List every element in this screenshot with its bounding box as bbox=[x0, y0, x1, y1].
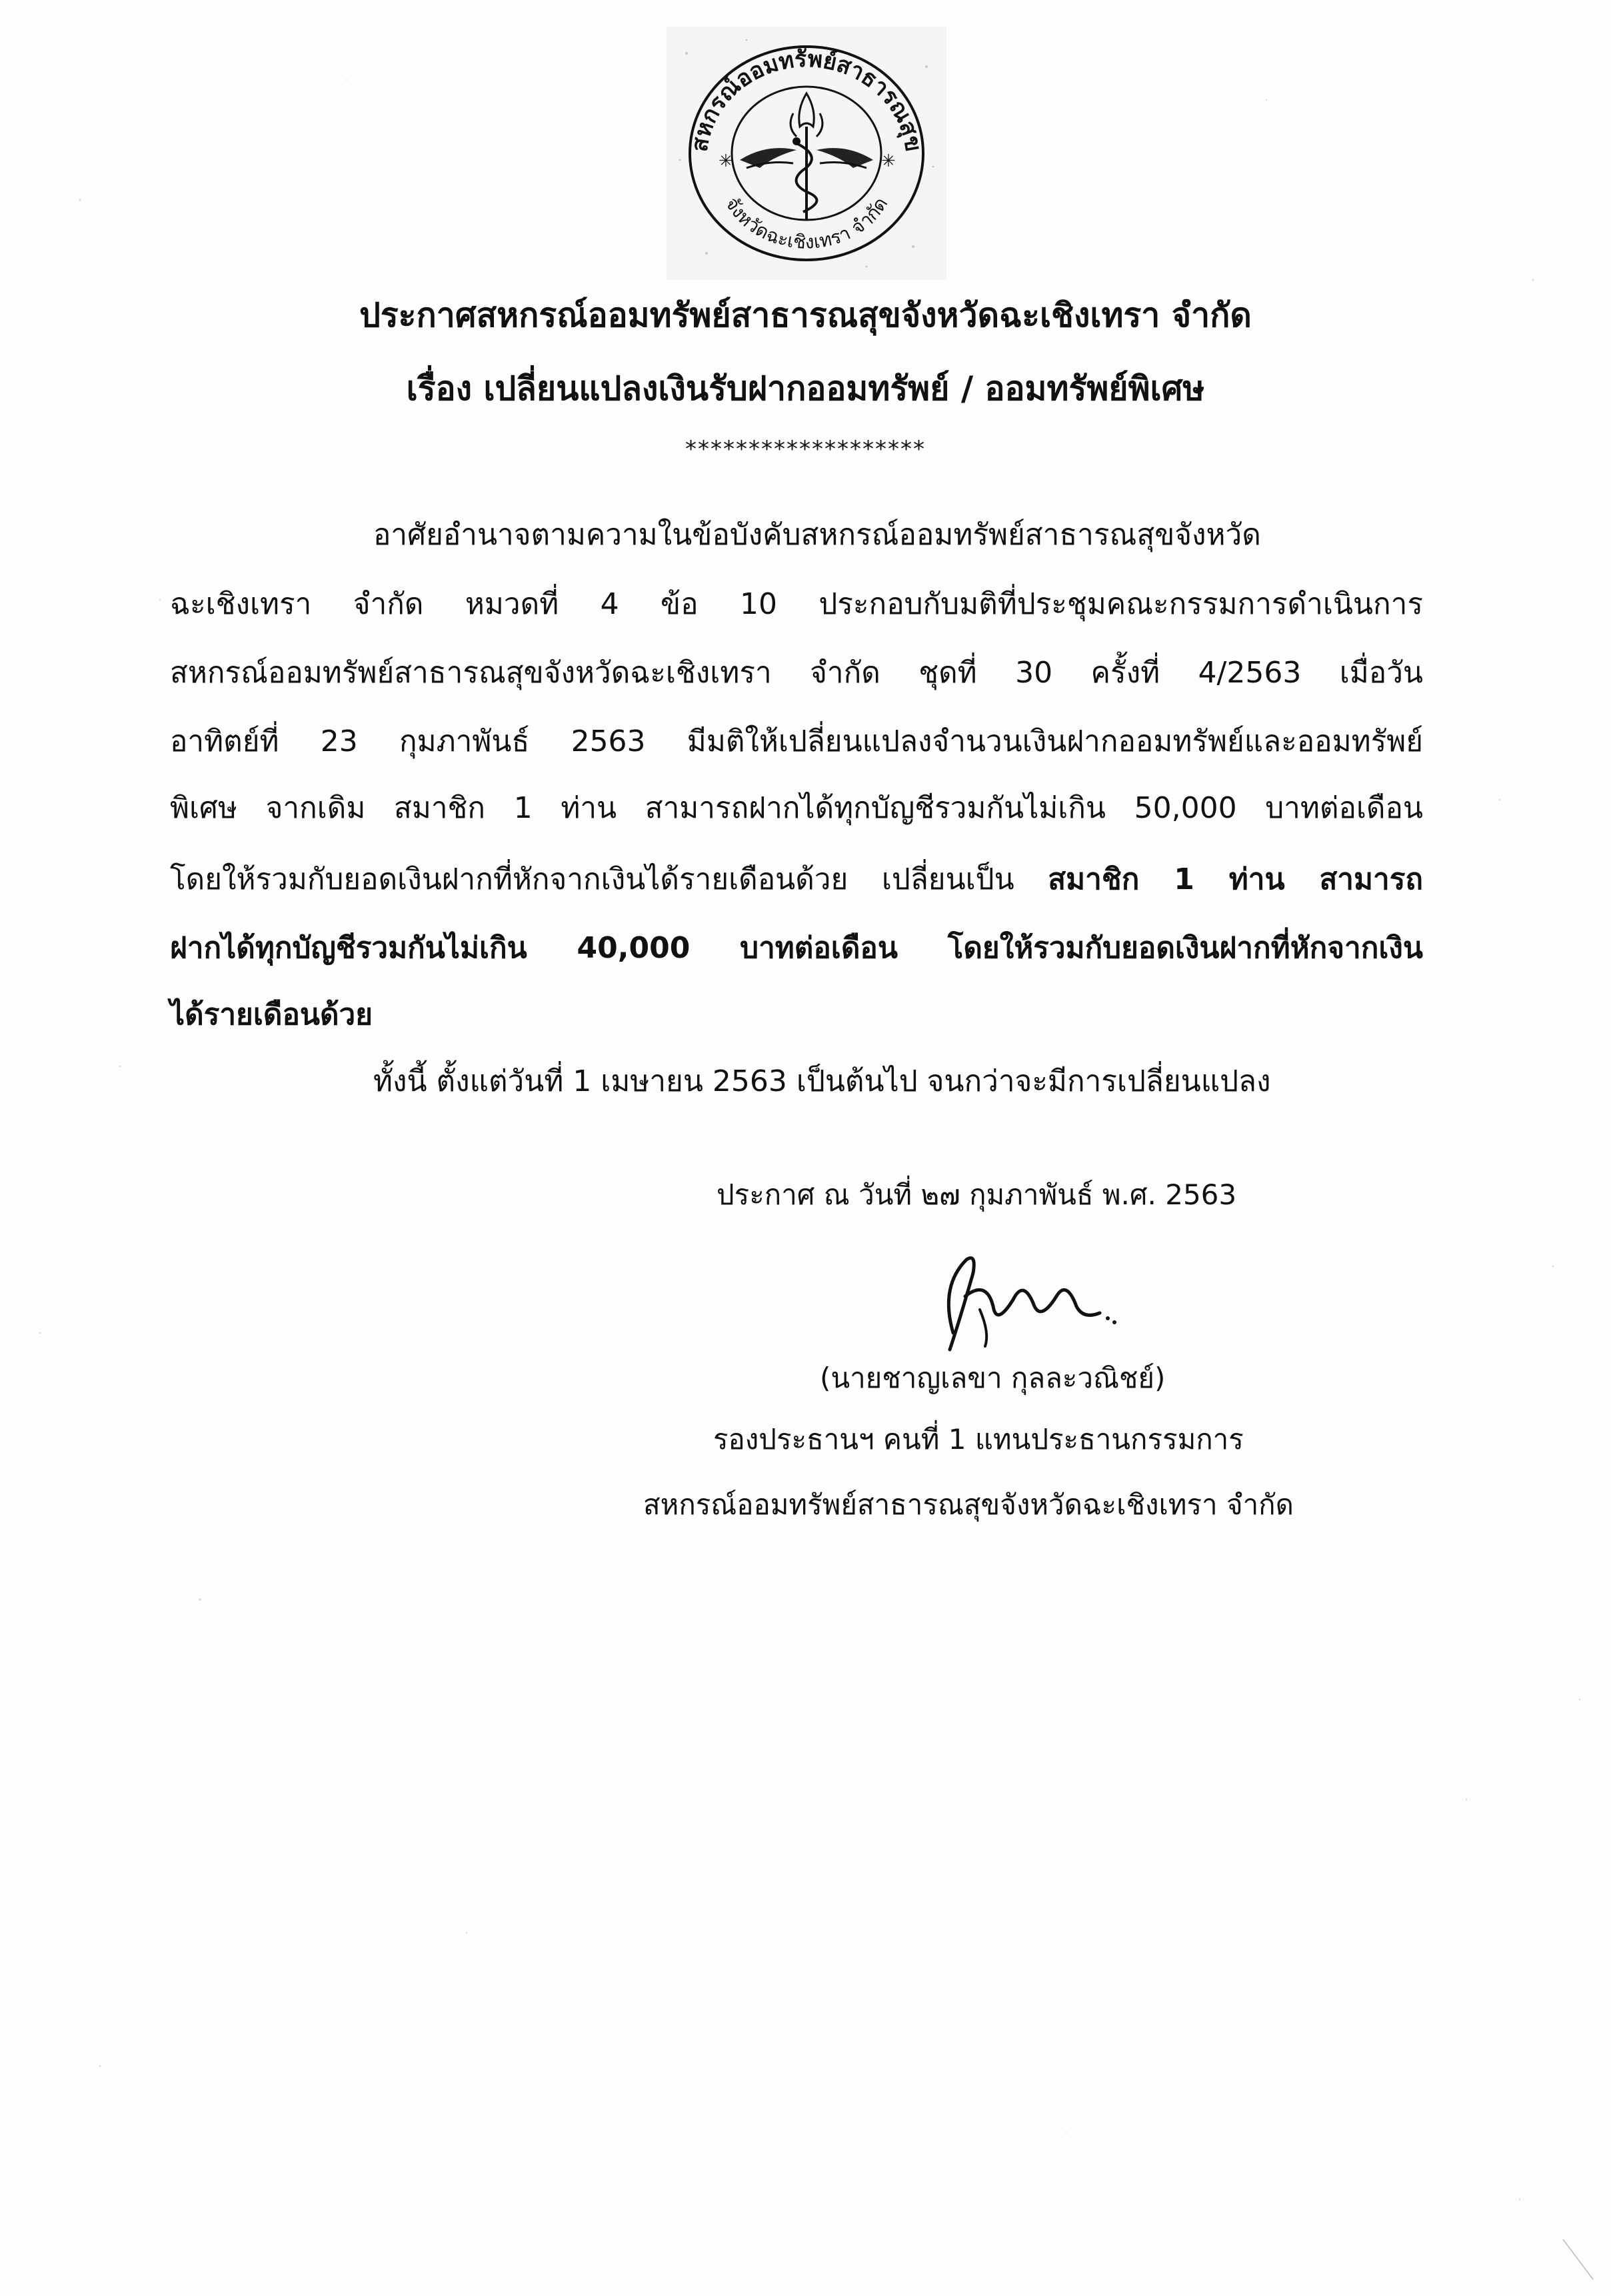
announced-date: ประกาศ ณ วันที่ ๒๗ กุมภาพันธ์ พ.ศ. 2563 bbox=[717, 1178, 1237, 1211]
body-line-2: ฉะเชิงเทรา จำกัด หมวดที่ 4 ข้อ 10 ประกอบกับมติที่ประชุมคณะกรรมการดำเนินการ bbox=[170, 587, 1423, 621]
svg-text:✳: ✳ bbox=[719, 151, 733, 171]
body-line-6-bold: สมาชิก 1 ท่าน สามารถ bbox=[1048, 862, 1423, 896]
announcement-title: ประกาศสหกรณ์ออมทรัพย์สาธารณสุขจังหวัดฉะเชิงเทรา จำกัด bbox=[359, 296, 1252, 335]
svg-text:✳: ✳ bbox=[881, 151, 896, 171]
handwritten-signature bbox=[913, 1233, 1140, 1360]
announcement-subject: เรื่อง เปลี่ยนแปลงเงินรับฝากออมทรัพย์ / ออมทรัพย์พิเศษ bbox=[406, 369, 1205, 408]
cooperative-seal-logo bbox=[667, 27, 946, 280]
signer-name: (นายชาญเลขา กุลละวณิชย์) bbox=[820, 1362, 1166, 1394]
body-line-4: อาทิตย์ที่ 23 กุมภาพันธ์ 2563 มีมติให้เปลี่ยนแปลงจำนวนเงินฝากออมทรัพย์และออมทรัพย์ bbox=[170, 724, 1423, 758]
seal-outer-text: สหกรณ์ออมทรัพย์สาธารณสุข bbox=[686, 45, 927, 154]
body-line-6-normal: โดยให้รวมกับยอดเงินฝากที่หักจากเงินได้รายเดือนด้วย เปลี่ยนเป็น bbox=[170, 862, 1048, 896]
body-line-1: อาศัยอำนาจตามความในข้อบังคับสหกรณ์ออมทรัพย์สาธารณสุขจังหวัด bbox=[373, 518, 1261, 552]
body-line-8: ได้รายเดือนด้วย bbox=[170, 998, 373, 1032]
signer-role: รองประธานฯ คนที่ 1 แทนประธานกรรมการ bbox=[713, 1423, 1244, 1456]
title-separator: ******************* bbox=[685, 436, 926, 463]
effective-date-line: ทั้งนี้ ตั้งแต่วันที่ 1 เมษายน 2563 เป็นต้นไป จนกว่าจะมีการเปลี่ยนแปลง bbox=[373, 1064, 1271, 1098]
body-line-3: สหกรณ์ออมทรัพย์สาธารณสุขจังหวัดฉะเชิงเทรา จำกัด ชุดที่ 30 ครั้งที่ 4/2563 เมื่อวัน bbox=[170, 656, 1423, 690]
body-line-6 bbox=[170, 860, 1423, 900]
body-line-7: ฝากได้ทุกบัญชีรวมกันไม่เกิน 40,000 บาทต่อเดือน โดยให้รวมกับยอดเงินฝากที่หักจากเงิน bbox=[170, 931, 1423, 965]
body-line-5: พิเศษ จากเดิม สมาชิก 1 ท่าน สามารถฝากได้ทุกบัญชีรวมกันไม่เกิน 50,000 บาทต่อเดือน bbox=[170, 791, 1423, 825]
signer-organization: สหกรณ์ออมทรัพย์สาธารณสุขจังหวัดฉะเชิงเทรา จำกัด bbox=[643, 1488, 1294, 1521]
seal-inner-text: จังหวัดฉะเชิงเทรา จำกัด bbox=[721, 193, 892, 253]
